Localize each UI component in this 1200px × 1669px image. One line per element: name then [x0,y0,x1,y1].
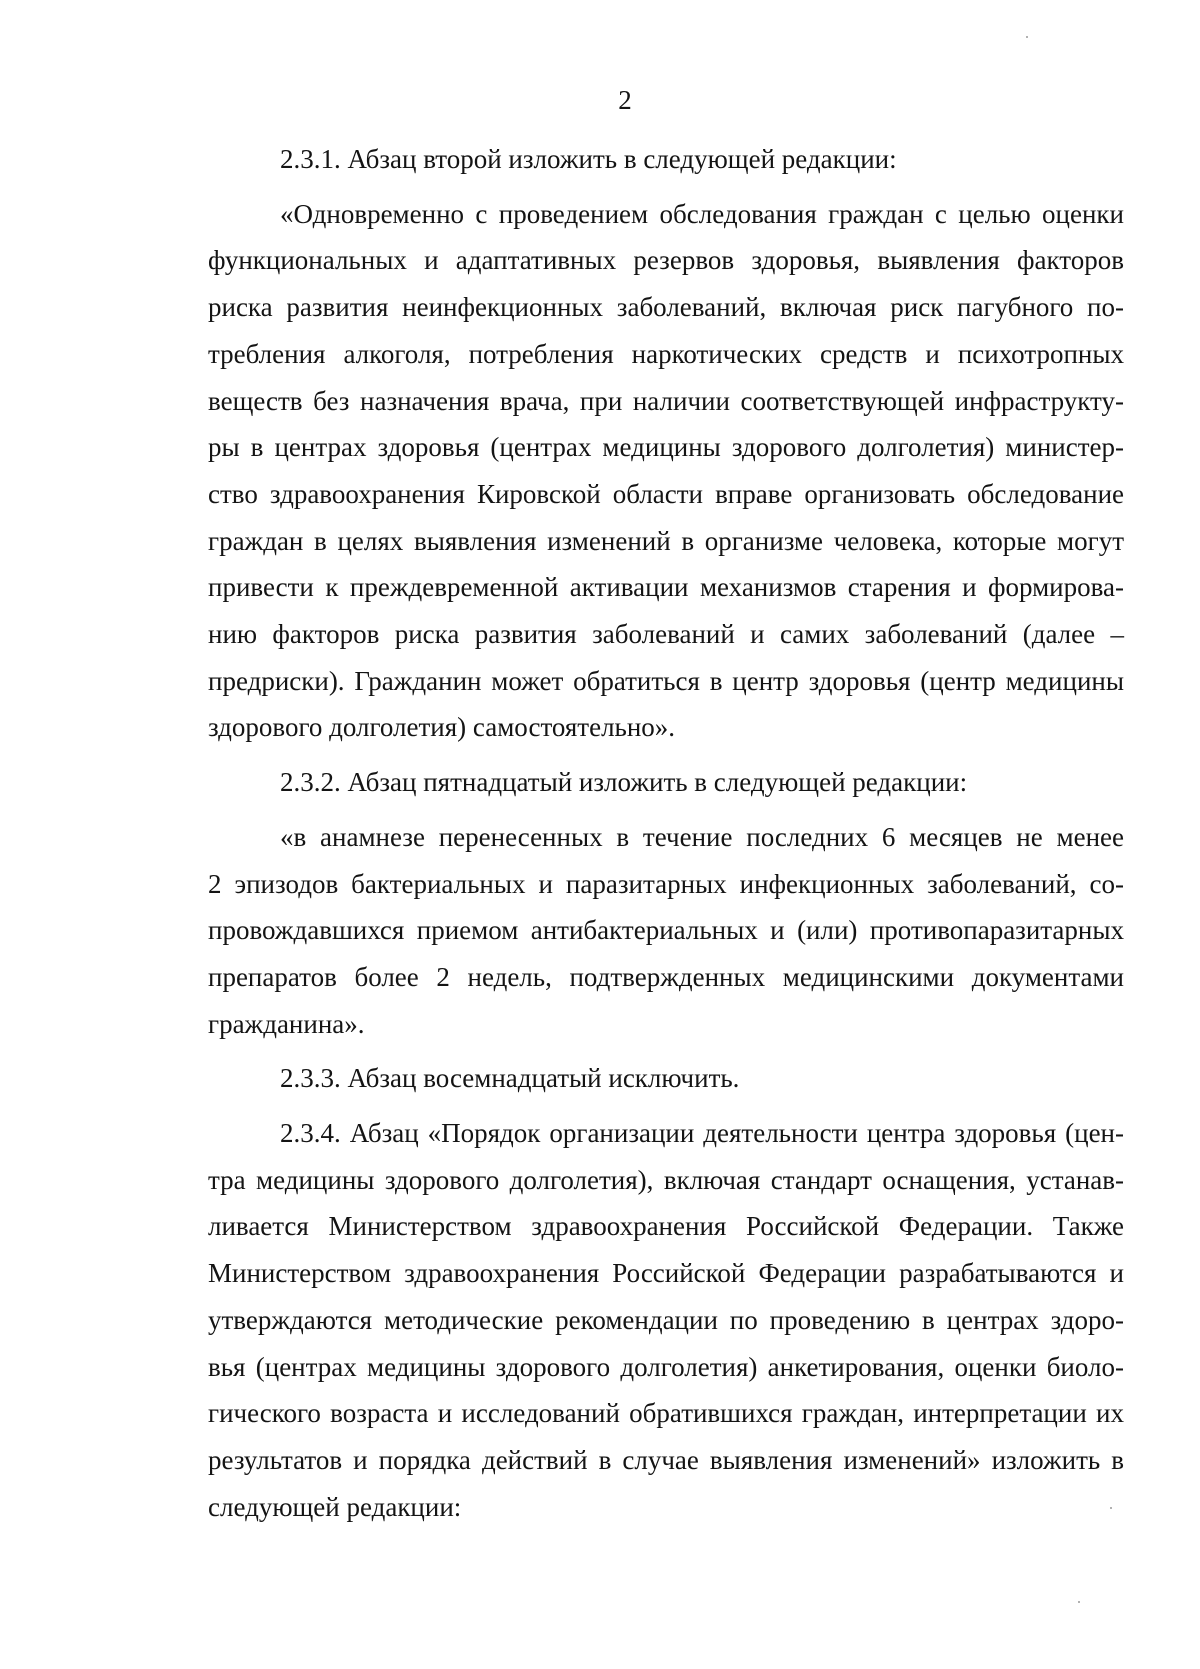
text-line: тра медицины здорового долголетия), включая стандарт оснащения, устанав- [208,1164,1124,1195]
text-line: утверждаются методические рекомендации по проведению в центрах здоро- [208,1304,1124,1335]
text-line: здорового долголетия) самостоятельно». [208,712,676,743]
text-line: ливается Министерством здравоохранения Российской Федерации. Также [208,1211,1124,1242]
text-line: веществ без назначения врача, при наличии соответствующей инфраструкту- [208,385,1124,416]
document-body [208,136,1124,1538]
text-line: привести к преждевременной активации механизмов старения и формирова- [208,572,1124,603]
text-line: нию факторов риска развития заболеваний и самих заболеваний (далее – [208,619,1124,650]
page-number: 2 [618,85,632,115]
text-line: провождавшихся приемом антибактериальных и (или) противопаразитарных [208,915,1124,946]
text-line: препаратов более 2 недель, подтвержденных медицинскими документами [208,961,1124,992]
paragraph [208,191,1124,751]
scan-speck [1026,36,1028,38]
paragraph [208,759,1124,806]
text-line: 2.3.1. Абзац второй изложить в следующей редакции: [280,144,897,174]
text-line: Министерством здравоохранения Российской Федерации разрабатываются и [208,1258,1124,1289]
text-line: гражданина». [208,1008,365,1039]
text-line: результатов и порядка действий в случае выявления изменений» изложить в [208,1444,1124,1475]
text-line: «в анамнезе перенесенных в течение последних 6 месяцев не менее [280,821,1124,852]
text-line: ры в центрах здоровья (центрах медицины здорового долголетия) министер- [208,432,1124,463]
text-line: предриски). Гражданин может обратиться в центр здоровья (центр медицины [208,665,1124,696]
text-line: вья (центрах медицины здорового долголетия) анкетирования, оценки биоло- [208,1351,1124,1382]
scan-speck [1110,1507,1112,1509]
paragraph [208,1055,1124,1102]
text-line: 2.3.2. Абзац пятнадцатый изложить в следующей редакции: [280,767,968,798]
text-line: «Одновременно с проведением обследования граждан с целью оценки [280,198,1124,229]
text-line: 2.3.3. Абзац восемнадцатый исключить. [280,1063,740,1094]
paragraph [208,136,1124,183]
text-line: риска развития неинфекционных заболеваний, включая риск пагубного по- [208,292,1124,323]
paragraph [208,1110,1124,1530]
text-line: требления алкоголя, потребления наркотических средств и психотропных [208,338,1124,369]
text-line: гического возраста и исследований обратившихся граждан, интерпретации их [208,1398,1124,1429]
text-line: ство здравоохранения Кировской области вправе организовать обследование [208,478,1124,509]
text-line: 2 эпизодов бактериальных и паразитарных инфекционных заболеваний, со- [208,868,1124,899]
text-line: функциональных и адаптативных резервов здоровья, выявления факторов [208,245,1124,276]
text-line: граждан в целях выявления изменений в организме человека, которые могут [208,525,1124,556]
text-line: следующей редакции: [208,1491,462,1522]
text-line: 2.3.4. Абзац «Порядок организации деятельности центра здоровья (цен- [280,1118,1124,1149]
scan-speck [1078,1601,1080,1603]
paragraph [208,814,1124,1048]
